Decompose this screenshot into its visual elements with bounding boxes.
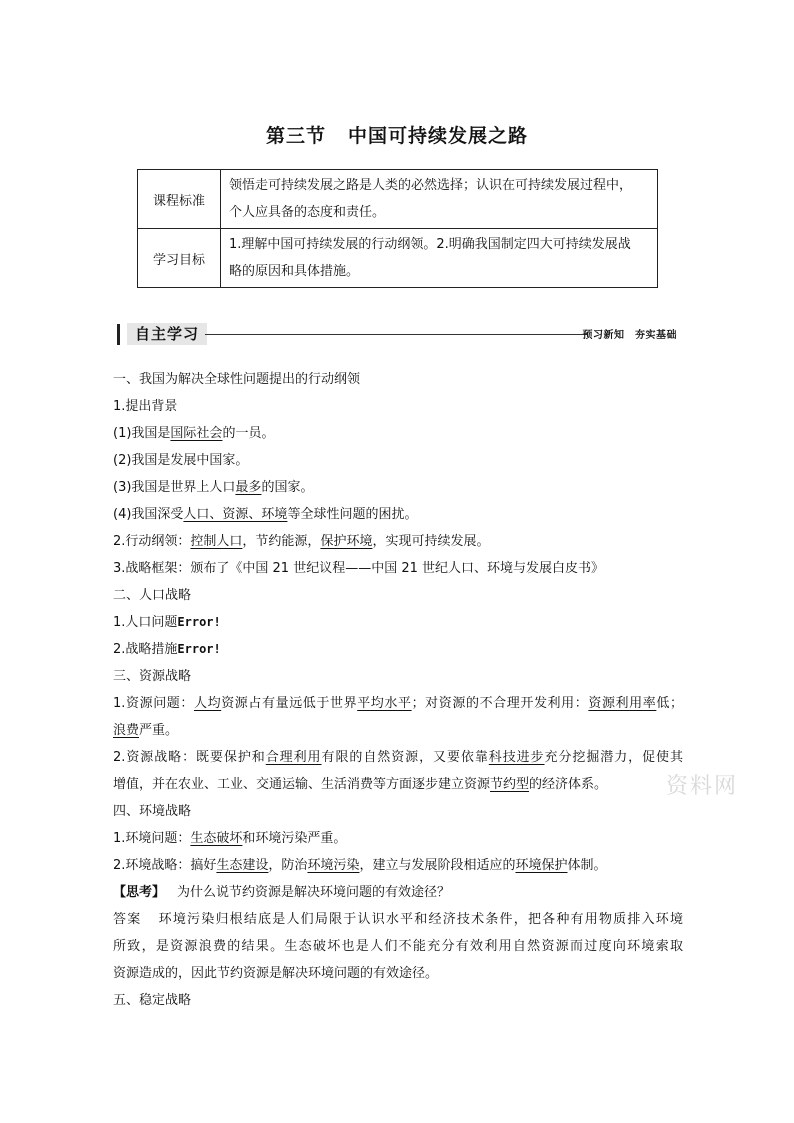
row-value-line: 略的原因和具体措施。 [229, 264, 360, 279]
paragraph: 2.资源战略：既要保护和合理利用有限的自然资源，又要依靠科技进步充分挖掘潜力，促使其 [113, 750, 683, 765]
row-key: 学习目标 [138, 229, 221, 288]
page-title [0, 121, 794, 148]
paragraph: 3.战略框架：颁布了《中国 21 世纪议程——中国 21 世纪人口、环境与发展白皮书》 [113, 561, 605, 576]
list-item: 2.战略措施Error! [113, 642, 221, 657]
section-marker [117, 324, 120, 345]
error-text: Error! [177, 615, 221, 629]
list-item: (2)我国是发展中国家。 [113, 453, 249, 468]
row-key: 课程标准 [138, 170, 221, 229]
paragraph: 2.行动纲领：控制人口，节约能源，保护环境，实现可持续发展。 [113, 534, 490, 549]
document-body [113, 366, 683, 1014]
list-item: 1.人口问题Error! [113, 615, 221, 630]
paragraph: 1.环境问题：生态破坏和环境污染严重。 [113, 831, 347, 846]
heading: 四、环境战略 [113, 804, 192, 819]
watermark: 资料网 [666, 774, 739, 799]
heading: 五、稳定战略 [113, 993, 192, 1008]
answer-line: 资源造成的，因此节约资源是解决环境问题的有效途径。 [113, 966, 439, 981]
title-text: 中国可持续发展之路 [348, 125, 529, 147]
paragraph: 增值，并在农业、工业、交通运输、生活消费等方面逐步建立资源节约型的经济体系。 [113, 777, 608, 792]
row-value-line: 个人应具备的态度和责任。 [229, 205, 386, 220]
row-value [221, 229, 658, 288]
answer-line: 答案 环境污染归根结底是人们局限于认识水平和经济技术条件，把各种有用物质排入环境 [113, 912, 683, 927]
section-label: 自主学习 [127, 323, 207, 345]
section-subtitle: 预习新知 夯实基础 [582, 330, 677, 341]
heading: 二、人口战略 [113, 588, 192, 603]
answer-line: 所致，是资源浪费的结果。生态破坏也是人们不能充分有效利用自然资源而过度向环境索取 [113, 939, 683, 954]
paragraph: 2.环境战略：搞好生态建设，防治环境污染，建立与发展阶段相适应的环境保护体制。 [113, 858, 607, 873]
heading: 三、资源战略 [113, 669, 192, 684]
think-question: 【思考】 为什么说节约资源是解决环境问题的有效途径？ [113, 885, 451, 900]
list-item: (1)我国是国际社会的一员。 [113, 426, 275, 441]
paragraph: 1.资源问题：人均资源占有量远低于世界平均水平；对资源的不合理开发利用：资源利用率低； [113, 696, 683, 711]
standards-table [137, 169, 658, 288]
title-section-number: 第三节 [265, 125, 326, 147]
table-row [138, 170, 658, 229]
row-value-line: 领悟走可持续发展之路是人类的必然选择；认识在可持续发展过程中， [229, 178, 633, 193]
row-value [221, 170, 658, 229]
subheading: 1.提出背景 [113, 399, 178, 414]
think-tag: 【思考】 [113, 885, 166, 900]
heading: 一、我国为解决全球性问题提出的行动纲领 [113, 372, 361, 387]
section-header [117, 322, 677, 348]
answer-label: 答案 [113, 912, 142, 927]
section-rule [205, 334, 587, 335]
error-text: Error! [177, 642, 221, 656]
row-value-line: 1.理解中国可持续发展的行动纲领。2.明确我国制定四大可持续发展战 [229, 237, 631, 252]
list-item: (4)我国深受人口、资源、环境等全球性问题的困扰。 [113, 507, 418, 522]
list-item: (3)我国是世界上人口最多的国家。 [113, 480, 314, 495]
paragraph: 浪费严重。 [113, 723, 179, 738]
table-row [138, 229, 658, 288]
